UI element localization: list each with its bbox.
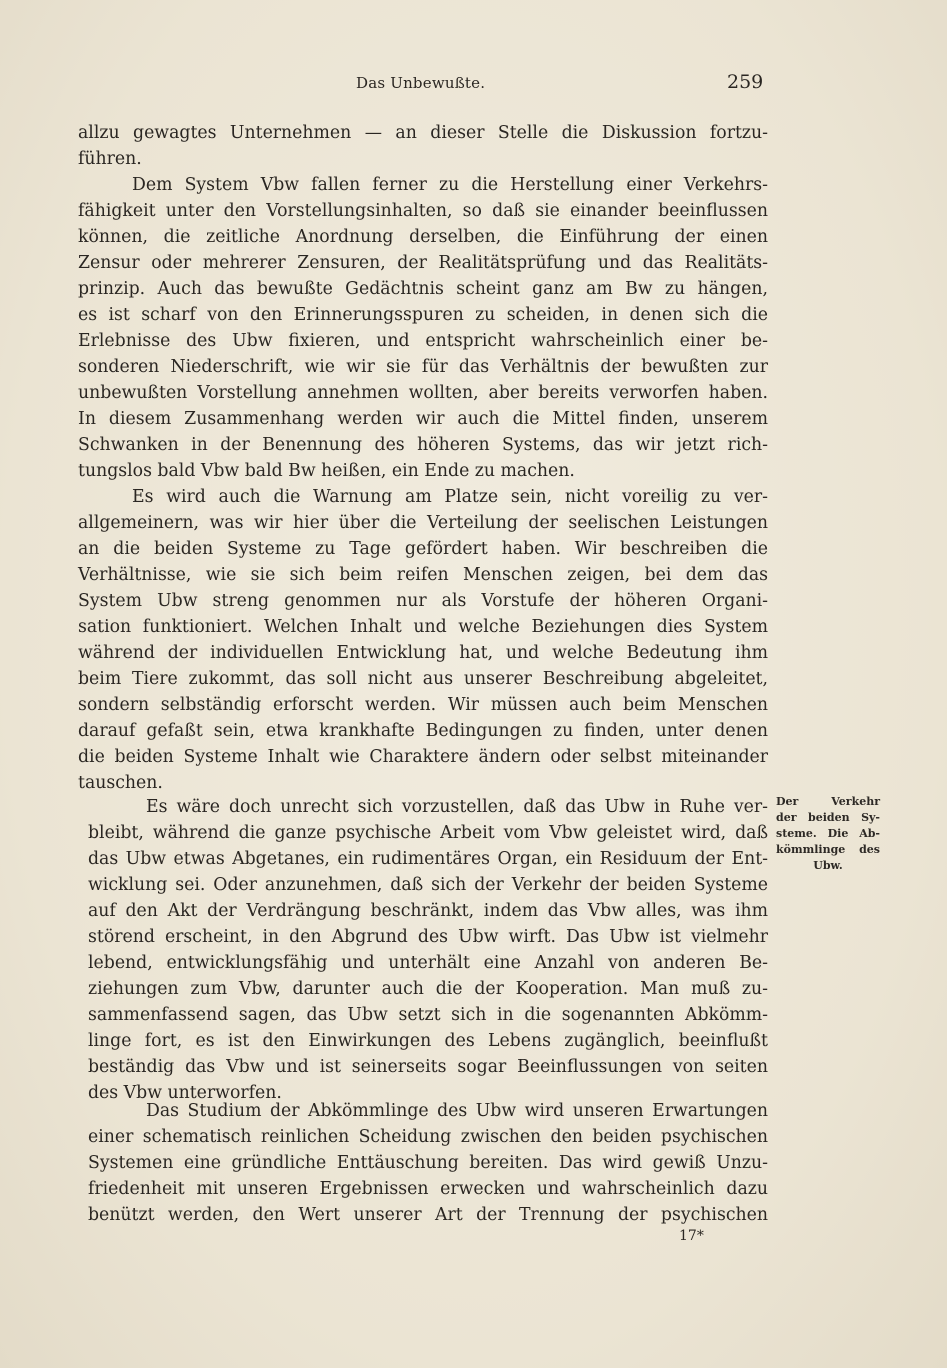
running-head bbox=[0, 71, 947, 98]
text-line: unbewußten Vorstellung annehmen wollten, aber bereits verworfen haben. bbox=[78, 383, 768, 403]
page-number: 259 bbox=[727, 71, 764, 93]
text-line: Schwanken in der Benennung des höheren Systems, das wir jetzt rich- bbox=[78, 435, 768, 455]
text-line: beim Tiere zukommt, das soll nicht aus unserer Beschreibung abgeleitet, bbox=[78, 669, 768, 689]
text-line: Zensur oder mehrerer Zensuren, der Realitätsprüfung und das Realitäts- bbox=[78, 253, 768, 273]
text-line: wicklung sei. Oder anzunehmen, daß sich der Verkehr der beiden Systeme bbox=[88, 875, 768, 895]
marginal-note-line: Der Verkehr bbox=[776, 795, 880, 808]
text-line: lebend, entwicklungsfähig und unterhält eine Anzahl von anderen Be- bbox=[88, 953, 768, 973]
text-line: des Vbw unterworfen. bbox=[88, 1083, 282, 1103]
text-line: allzu gewagtes Unternehmen — an dieser Stelle die Diskussion fortzu- bbox=[78, 123, 768, 143]
text-line: an die beiden Systeme zu Tage gefördert haben. Wir beschreiben die bbox=[78, 539, 768, 559]
text-line: Das Studium der Abkömmlinge des Ubw wird unseren Erwartungen bbox=[146, 1101, 768, 1121]
text-line: Es wäre doch unrecht sich vorzustellen, daß das Ubw in Ruhe ver- bbox=[146, 797, 768, 817]
text-line: Verhältnisse, wie sie sich beim reifen Menschen zeigen, bei dem das bbox=[78, 565, 768, 585]
text-line: tauschen. bbox=[78, 773, 163, 793]
text-line: sation funktioniert. Welchen Inhalt und welche Beziehungen dies System bbox=[78, 617, 768, 637]
marginal-note bbox=[776, 794, 880, 874]
text-line: linge fort, es ist den Einwirkungen des Lebens zugänglich, beeinflußt bbox=[88, 1031, 768, 1051]
marginal-note-line: steme. Die Ab- bbox=[776, 827, 880, 840]
text-line: Dem System Vbw fallen ferner zu die Herstellung einer Verkehrs- bbox=[132, 175, 768, 195]
text-line: benützt werden, den Wert unserer Art der Trennung der psychischen bbox=[88, 1205, 768, 1225]
text-line: Systemen eine gründliche Enttäuschung bereiten. Das wird gewiß Unzu- bbox=[88, 1153, 768, 1173]
text-line: auf den Akt der Verdrängung beschränkt, indem das Vbw alles, was ihm bbox=[88, 901, 768, 921]
text-line: sammenfassend sagen, das Ubw setzt sich in die sogenannten Abkömm- bbox=[88, 1005, 768, 1025]
body-text-section-1 bbox=[78, 120, 768, 796]
text-line: prinzip. Auch das bewußte Gedächtnis scheint ganz am Bw zu hängen, bbox=[78, 279, 768, 299]
text-line: führen. bbox=[78, 149, 142, 169]
text-line: können, die zeitliche Anordnung derselben, die Einführung der einen bbox=[78, 227, 768, 247]
marginal-note-line: Ubw. bbox=[813, 859, 843, 872]
text-line: es ist scharf von den Erinnerungsspuren zu scheiden, in denen sich die bbox=[78, 305, 768, 325]
text-line: beständig das Vbw und ist seinerseits sogar Beeinflussungen von seiten bbox=[88, 1057, 768, 1077]
text-line: System Ubw streng genommen nur als Vorstufe der höheren Organi- bbox=[78, 591, 768, 611]
text-line: die beiden Systeme Inhalt wie Charaktere ändern oder selbst miteinander bbox=[78, 747, 768, 767]
marginal-note-line: kömmlinge des bbox=[776, 843, 880, 856]
text-line: sonderen Niederschrift, wie wir sie für das Verhältnis der bewußten zur bbox=[78, 357, 768, 377]
marginal-note-line: der beiden Sy- bbox=[776, 811, 880, 824]
text-line: das Ubw etwas Abgetanes, ein rudimentäres Organ, ein Residuum der Ent- bbox=[88, 849, 768, 869]
signature-mark: 17* bbox=[679, 1228, 704, 1244]
text-line: allgemeinern, was wir hier über die Verteilung der seelischen Leistungen bbox=[78, 513, 768, 533]
text-line: Es wird auch die Warnung am Platze sein, nicht voreilig zu ver- bbox=[132, 487, 768, 507]
body-text-section-2 bbox=[88, 794, 768, 1106]
text-line: ziehungen zum Vbw, darunter auch die der Kooperation. Man muß zu- bbox=[88, 979, 768, 999]
text-line: bleibt, während die ganze psychische Arbeit vom Vbw geleistet wird, daß bbox=[88, 823, 768, 843]
running-title: Das Unbewußte. bbox=[356, 74, 486, 92]
text-line: friedenheit mit unseren Ergebnissen erwecken und wahrscheinlich dazu bbox=[88, 1179, 768, 1199]
text-line: störend erscheint, in den Abgrund des Ubw wirft. Das Ubw ist vielmehr bbox=[88, 927, 768, 947]
body-text-section-3 bbox=[88, 1098, 768, 1228]
text-line: tungslos bald Vbw bald Bw heißen, ein Ende zu machen. bbox=[78, 461, 575, 481]
text-line: Erlebnisse des Ubw fixieren, und entspricht wahrscheinlich einer be- bbox=[78, 331, 768, 351]
text-line: sondern selbständig erforscht werden. Wir müssen auch beim Menschen bbox=[78, 695, 768, 715]
text-line: fähigkeit unter den Vorstellungsinhalten, so daß sie einander beeinflussen bbox=[78, 201, 768, 221]
text-line: einer schematisch reinlichen Scheidung zwischen den beiden psychischen bbox=[88, 1127, 768, 1147]
text-line: In diesem Zusammenhang werden wir auch die Mittel finden, unserem bbox=[78, 409, 768, 429]
text-line: darauf gefaßt sein, etwa krankhafte Bedingungen zu finden, unter denen bbox=[78, 721, 768, 741]
text-line: während der individuellen Entwicklung hat, und welche Bedeutung ihm bbox=[78, 643, 768, 663]
